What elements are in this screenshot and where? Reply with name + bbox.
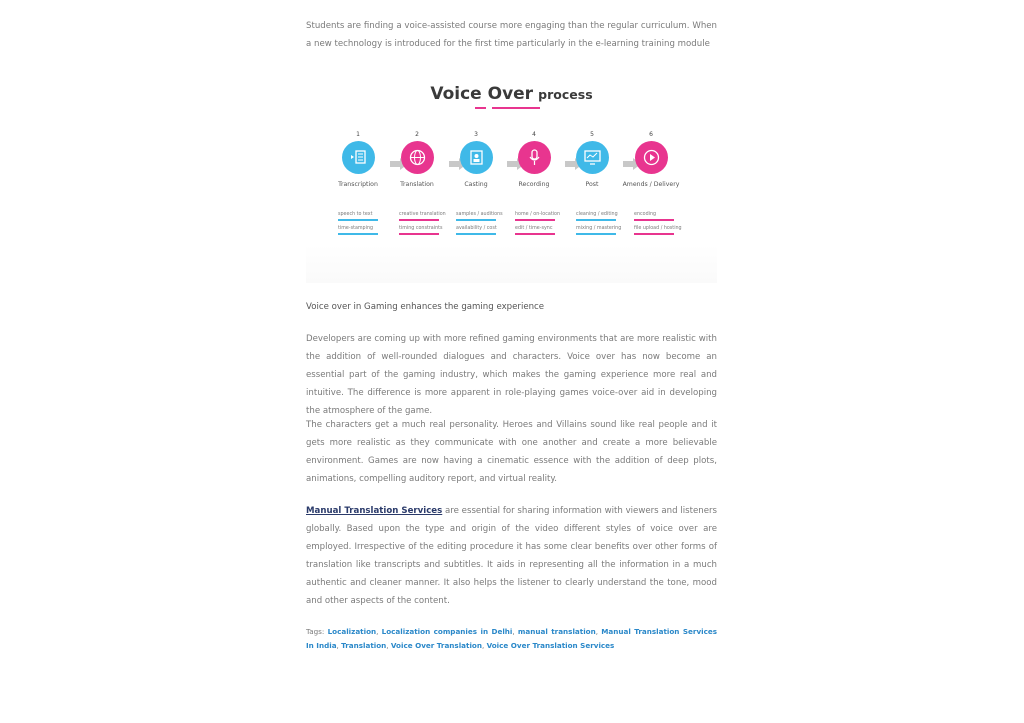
- step-tag: file upload / hosting: [634, 226, 692, 235]
- tags-label: Tags:: [306, 627, 325, 636]
- tag-link-localization-companies-delhi[interactable]: Localization companies in Delhi: [381, 627, 513, 636]
- developers-paragraph: Developers are coming up with more refined gaming environments that are more realistic with the addition of well-rounded dialogues and characters. Voice over has now become an essential part of the gaming industry, which makes the gaming experience more real and intuitive. The difference is more apparent in role-playing games voice-over aid in developing the atmosphere of the game.: [306, 334, 717, 416]
- step-tag: edit / time-sync: [515, 226, 573, 235]
- section-subheading: Voice over in Gaming enhances the gaming experience: [306, 302, 545, 312]
- step-casting: 3 Casting: [447, 130, 505, 188]
- characters-paragraph: The characters get a much real personality. Heroes and Villains sound like real people and it gets more realistic as they communicate with one another and create a more believable environment. Games are now having a cinematic essence with the addition of deep plots, animations, compelling auditory report, and virtual reality.: [306, 420, 717, 484]
- tag-link-translation[interactable]: Translation: [341, 641, 387, 650]
- transcription-icon: [342, 141, 375, 174]
- tag-link-voice-over-translation[interactable]: Voice Over Translation: [390, 641, 482, 650]
- step-tag: speech to text: [338, 212, 396, 221]
- tag-link-manual-translation-services-india[interactable]: Manual Translation Services In India: [306, 627, 718, 650]
- step-transcription: 1 Transcription: [338, 131, 378, 188]
- manual-translation-paragraph: Manual Translation Services are essential for sharing information with viewers and listeners globally. Based upon the type and origin of the video different styles of voice over are employed. Irrespective of the editing procedure it has some clear benefits over other forms of translation like transcripts and subtitles. It aids in representing all the information in a much authentic and cleaner manner. It also helps the listener to clearly understand the tone, mood and other aspects of the content.: [306, 506, 718, 606]
- step-tag: cleaning / editing: [576, 212, 634, 221]
- step-tag: mixing / mastering: [576, 226, 634, 235]
- figure-bottom-band: [306, 245, 717, 283]
- step-delivery: 6 Amends / Delivery: [622, 131, 680, 188]
- manual-translation-services-link[interactable]: Manual Translation Services: [306, 506, 443, 516]
- step-translation: 2 Translation: [400, 131, 434, 188]
- step-recording: 4 Recording: [518, 131, 550, 188]
- title-underline: [475, 107, 486, 109]
- globe-icon: [401, 141, 434, 174]
- microphone-icon: [518, 141, 551, 174]
- play-icon: [635, 141, 668, 174]
- step-tag: encoding: [634, 212, 692, 221]
- tag-link-voice-over-translation-services[interactable]: Voice Over Translation Services: [486, 641, 615, 650]
- figure-title: Voice Over process: [430, 84, 593, 104]
- step-tag: timing constraints: [399, 226, 457, 235]
- step-tag: home / on-location: [515, 212, 573, 221]
- step-post: 5 Post: [563, 130, 621, 188]
- tags-line: Tags: Localization, Localization companies in Delhi, manual translation, Manual Translation Services In India, Translation, Voice Over Translation, Voice Over Translation Services: [306, 627, 718, 650]
- intro-paragraph: Students are finding a voice-assisted course more engaging than the regular curriculum. When a new technology is introduced for the first time particularly in the e-learning training module: [306, 21, 717, 49]
- step-tag: availability / cost: [456, 226, 514, 235]
- voice-over-process-figure: [306, 78, 717, 283]
- tag-link-manual-translation[interactable]: manual translation: [517, 627, 596, 636]
- tag-link-localization[interactable]: Localization: [327, 627, 377, 636]
- casting-icon: [460, 141, 493, 174]
- monitor-icon: [576, 141, 609, 174]
- step-tag: time-stamping: [338, 226, 396, 235]
- title-underline: [492, 107, 540, 109]
- step-tag: creative translation: [399, 212, 457, 221]
- step-tag: samples / auditions: [456, 212, 514, 221]
